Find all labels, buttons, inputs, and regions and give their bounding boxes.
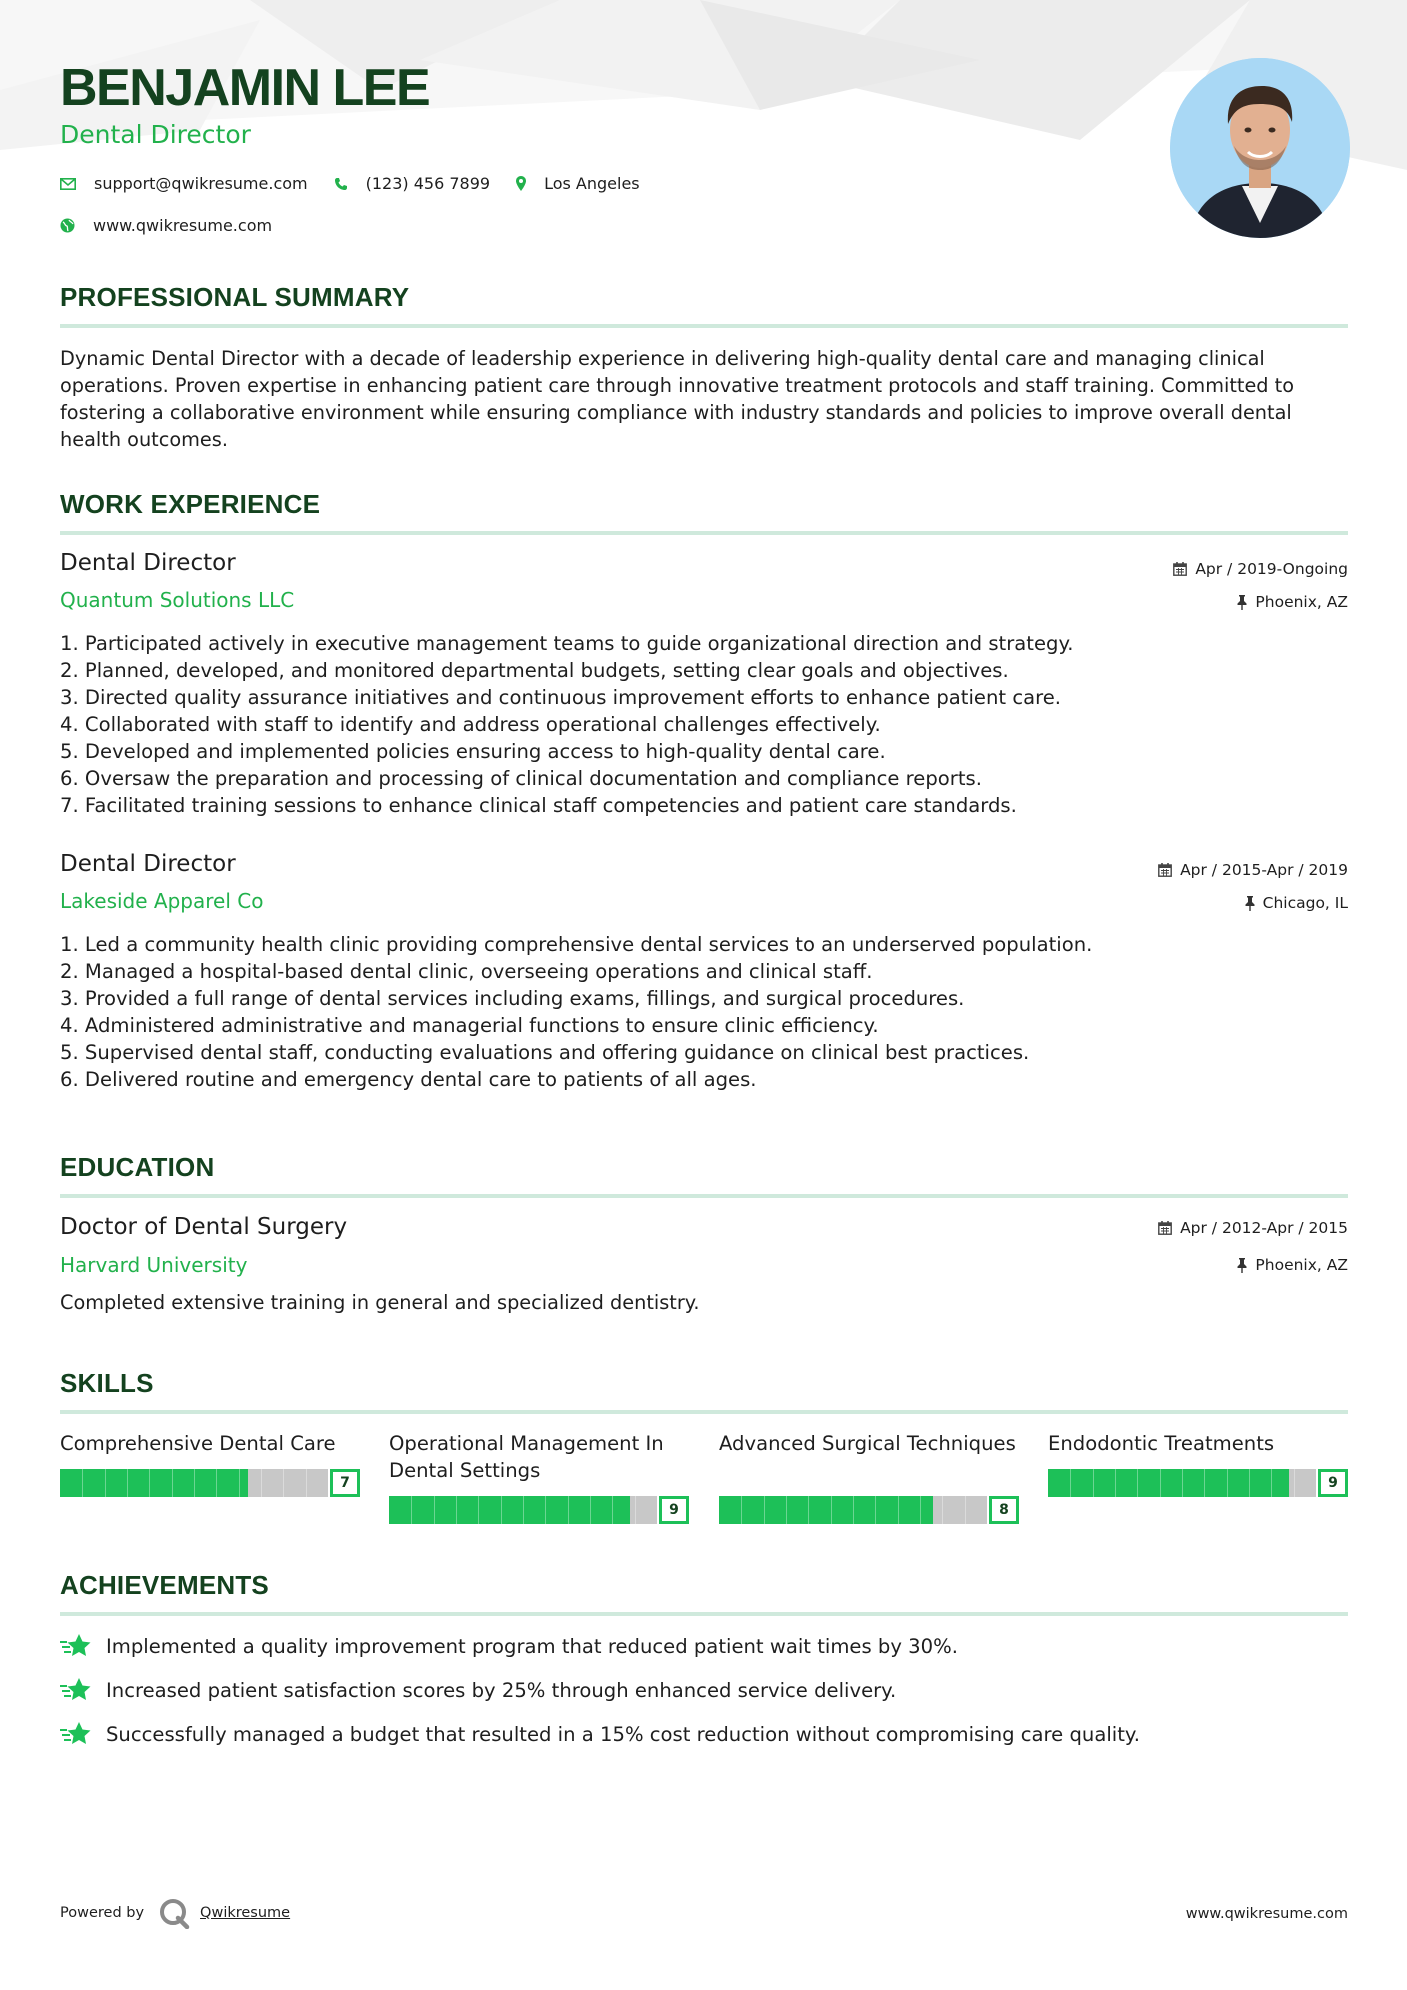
skill-bar-fill — [389, 1496, 630, 1524]
skill-bar-segment — [831, 1496, 832, 1524]
skill-bar-segment — [965, 1496, 966, 1524]
powered-by-label: Powered by — [60, 1905, 145, 1921]
star-icon — [60, 1677, 92, 1703]
skill-bar-segment — [1160, 1469, 1161, 1497]
education-dates-text: Apr / 2012-Apr / 2015 — [1180, 1219, 1348, 1237]
skill-bar-segment — [764, 1496, 765, 1524]
skill-bar-segment — [1294, 1469, 1295, 1497]
skill-score-badge: 8 — [989, 1496, 1019, 1524]
skill-bar-segment — [105, 1469, 106, 1497]
achievement-text: Successfully managed a budget that resulted in a 15% cost reduction without compromising care quality. — [106, 1722, 1140, 1746]
skill-bar-segment — [1070, 1469, 1071, 1497]
map-pin-icon — [516, 176, 526, 191]
education-description: Completed extensive training in general and specialized dentistry. — [60, 1291, 700, 1314]
skill-item — [1048, 1430, 1348, 1491]
skill-bar-segment — [172, 1469, 173, 1497]
globe-icon — [60, 218, 75, 233]
pushpin-icon — [1237, 595, 1247, 610]
education-school: Harvard University — [60, 1253, 248, 1277]
education-degree: Doctor of Dental Surgery — [60, 1214, 348, 1240]
skill-bar-track — [60, 1469, 328, 1497]
skill-score-badge: 7 — [330, 1469, 360, 1497]
skill-bar-segment — [194, 1469, 195, 1497]
email-text: support@qwikresume.com — [94, 174, 308, 193]
list-item: 6. Delivered routine and emergency dental care to patients of all ages. — [60, 1068, 757, 1091]
skill-bar-segment — [261, 1469, 262, 1497]
education-dates — [1158, 1219, 1348, 1237]
skill-bar-segment — [1249, 1469, 1250, 1497]
job-company-1: Quantum Solutions LLC — [60, 588, 295, 612]
skill-bar-segment — [1093, 1469, 1094, 1497]
section-title-experience: WORK EXPERIENCE — [60, 489, 1348, 535]
skill-bar-segment — [411, 1496, 412, 1524]
calendar-icon — [1158, 863, 1172, 877]
contact-row-primary — [60, 174, 666, 193]
education-location — [1237, 1256, 1348, 1274]
job-dates-2 — [1158, 861, 1348, 879]
skill-item — [719, 1430, 1019, 1518]
job-company-2: Lakeside Apparel Co — [60, 889, 264, 913]
list-item: 6. Oversaw the preparation and processing of clinical documentation and compliance reports. — [60, 767, 982, 790]
job-title-1: Dental Director — [60, 550, 236, 576]
list-item: 1. Led a community health clinic providing comprehensive dental services to an underserved population. — [60, 933, 1093, 956]
section-title-achievements: ACHIEVEMENTS — [60, 1570, 1348, 1616]
skill-bar-segment — [1204, 1469, 1205, 1497]
calendar-icon — [1158, 1221, 1172, 1235]
skill-bar-segment — [568, 1496, 569, 1524]
skill-name: Advanced Surgical Techniques — [719, 1432, 1016, 1455]
skill-bar-segment — [523, 1496, 524, 1524]
list-item: 2. Managed a hospital-based dental clinic, overseeing operations and clinical staff. — [60, 960, 873, 983]
skill-item — [60, 1430, 360, 1491]
skill-bar-segment — [149, 1469, 150, 1497]
skill-bar — [389, 1496, 689, 1524]
footer-website[interactable]: www.qwikresume.com — [1185, 1906, 1348, 1922]
envelope-icon — [60, 178, 76, 190]
job-location-text-2: Chicago, IL — [1262, 894, 1348, 912]
achievement-item — [60, 1633, 958, 1659]
candidate-title: Dental Director — [60, 120, 251, 149]
section-title-education: EDUCATION — [60, 1152, 1348, 1198]
list-item: 4. Collaborated with staff to identify and address operational challenges effectively. — [60, 713, 881, 736]
skill-name: Operational Management In Dental Settings — [389, 1432, 664, 1482]
skill-bar-segment — [920, 1496, 921, 1524]
list-item: 5. Supervised dental staff, conducting evaluations and offering guidance on clinical best practices. — [60, 1041, 1030, 1064]
skill-bar-segment — [456, 1496, 457, 1524]
candidate-name: BENJAMIN LEE — [60, 59, 430, 117]
skill-bar-segment — [898, 1496, 899, 1524]
skill-bar-segment — [1271, 1469, 1272, 1497]
list-item: 3. Provided a full range of dental services including exams, fillings, and surgical procedures. — [60, 987, 965, 1010]
star-icon — [60, 1721, 92, 1747]
contact-location — [516, 174, 640, 193]
list-item: 2. Planned, developed, and monitored departmental budgets, setting clear goals and objectives. — [60, 659, 1009, 682]
section-title-skills: SKILLS — [60, 1368, 1348, 1414]
skill-bar-segment — [853, 1496, 854, 1524]
skill-bar-track — [719, 1496, 987, 1524]
job-location-2 — [1245, 894, 1348, 912]
profile-photo — [1170, 58, 1350, 238]
skill-bar-segment — [1115, 1469, 1116, 1497]
skill-bar-segment — [478, 1496, 479, 1524]
skill-bar-segment — [875, 1496, 876, 1524]
qwikresume-logo-icon — [158, 1897, 192, 1929]
skill-bar-segment — [434, 1496, 435, 1524]
skill-bar-segment — [545, 1496, 546, 1524]
job-location-text-1: Phoenix, AZ — [1255, 593, 1348, 611]
skill-score-badge: 9 — [659, 1496, 689, 1524]
achievement-text: Increased patient satisfaction scores by 25% through enhanced service delivery. — [106, 1678, 897, 1702]
skill-bar-segment — [306, 1469, 307, 1497]
skill-name: Comprehensive Dental Care — [60, 1432, 336, 1455]
list-item: 1. Participated actively in executive management teams to guide organizational direction and strategy. — [60, 632, 1074, 655]
skill-bar-segment — [741, 1496, 742, 1524]
skill-bar — [1048, 1469, 1348, 1497]
skill-bar-fill — [60, 1469, 248, 1497]
summary-text: Dynamic Dental Director with a decade of leadership experience in delivering high-quality dental care and managing clinical operations. Proven expertise in enhancing patient care through innovative treatment protocols and staff training. Committed to fostering a collaborative environment while ensuring compliance with industry standards and policies to improve overall dental health outcomes. — [60, 347, 1295, 451]
contact-phone[interactable] — [334, 174, 490, 193]
skill-bar-segment — [808, 1496, 809, 1524]
job-dates-1 — [1173, 560, 1348, 578]
skill-bar-track — [389, 1496, 657, 1524]
skill-bar — [60, 1469, 360, 1497]
list-item: 4. Administered administrative and managerial functions to ensure clinic efficiency. — [60, 1014, 879, 1037]
phone-text: (123) 456 7899 — [365, 174, 491, 193]
skill-bar-segment — [501, 1496, 502, 1524]
skill-bar-segment — [1182, 1469, 1183, 1497]
skill-bar-segment — [612, 1496, 613, 1524]
skill-bar-segment — [635, 1496, 636, 1524]
section-title-summary: PROFESSIONAL SUMMARY — [60, 282, 1348, 328]
phone-icon — [334, 177, 348, 191]
skill-bar-segment — [590, 1496, 591, 1524]
education-location-text: Phoenix, AZ — [1255, 1256, 1348, 1274]
footer-brand-link[interactable]: Qwikresume — [200, 1905, 291, 1921]
contact-website[interactable] — [60, 216, 272, 235]
skill-bar-segment — [1137, 1469, 1138, 1497]
location-text: Los Angeles — [544, 174, 640, 193]
contact-row-secondary — [60, 216, 298, 235]
list-item: 5. Developed and implemented policies ensuring access to high-quality dental care. — [60, 740, 886, 763]
skill-score-badge: 9 — [1318, 1469, 1348, 1497]
skill-name: Endodontic Treatments — [1048, 1432, 1275, 1455]
job-dates-text-1: Apr / 2019-Ongoing — [1195, 560, 1348, 578]
skill-bar-segment — [283, 1469, 284, 1497]
pushpin-icon — [1237, 1258, 1247, 1273]
skill-bar-fill — [1048, 1469, 1289, 1497]
job-title-2: Dental Director — [60, 851, 236, 877]
skill-bar-segment — [1227, 1469, 1228, 1497]
star-icon — [60, 1633, 92, 1659]
skill-bar-fill — [719, 1496, 933, 1524]
skill-bar-segment — [239, 1469, 240, 1497]
skill-bar-segment — [216, 1469, 217, 1497]
list-item: 3. Directed quality assurance initiatives and continuous improvement efforts to enhance patient care. — [60, 686, 1062, 709]
skill-bar-segment — [786, 1496, 787, 1524]
job-bullets-2 — [60, 931, 1348, 1093]
contact-email[interactable] — [60, 174, 308, 193]
job-location-1 — [1237, 593, 1348, 611]
skill-bar-track — [1048, 1469, 1316, 1497]
skill-bar-segment — [127, 1469, 128, 1497]
achievement-text: Implemented a quality improvement program that reduced patient wait times by 30%. — [106, 1634, 958, 1658]
skill-bar-segment — [942, 1496, 943, 1524]
list-item: 7. Facilitated training sessions to enhance clinical staff competencies and patient care standards. — [60, 794, 1017, 817]
achievement-item — [60, 1677, 896, 1703]
skill-bar — [719, 1496, 1019, 1524]
achievement-item — [60, 1721, 1140, 1747]
job-dates-text-2: Apr / 2015-Apr / 2019 — [1180, 861, 1348, 879]
skill-bar-segment — [82, 1469, 83, 1497]
footer-powered-by — [60, 1897, 290, 1929]
pushpin-icon — [1245, 896, 1255, 911]
profile-photo-illustration — [1170, 58, 1350, 238]
skill-item — [389, 1430, 689, 1518]
calendar-icon — [1173, 562, 1187, 576]
job-bullets-1 — [60, 630, 1348, 819]
website-text: www.qwikresume.com — [93, 216, 273, 235]
